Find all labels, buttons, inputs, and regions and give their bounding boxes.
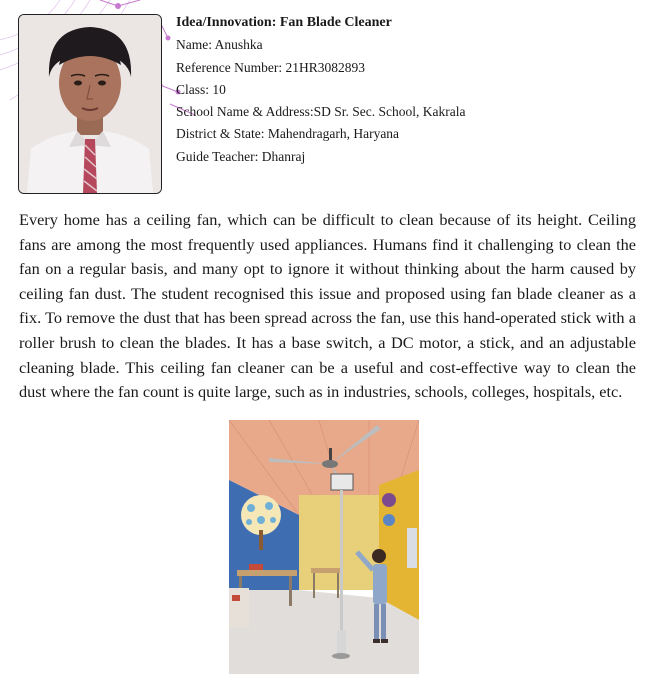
student-photo (18, 14, 162, 194)
district-state: District & State: Mahendragarh, Haryana (176, 126, 400, 142)
school-name-address: School Name & Address:SD Sr. Sec. School, Kakrala (176, 104, 466, 120)
student-info (176, 12, 465, 168)
student-name: Name: Anushka (176, 37, 263, 53)
deco-node (115, 3, 121, 9)
guide-teacher: Guide Teacher: Dhanraj (176, 148, 306, 164)
project-title: Idea/Innovation: Fan Blade Cleaner (176, 15, 392, 30)
project-demo-photo (229, 420, 419, 674)
student-class: Class: 10 (176, 81, 226, 97)
deco-node (166, 36, 171, 41)
reference-number: Reference Number: 21HR3082893 (176, 59, 365, 75)
project-description: Every home has a ceiling fan, which can be difficult to clean because of its height. Ceiling fans are among the most frequently used appliances. Humans find it challenging to clean the fan on a regular basis, and many opt to ignore it without thinking about the harm caused by ceiling fan dust. The student recognised this issue and proposed using fan blade cleaner as a fix. To remove the dust that has been spread across the fan, use this hand-operated stick with a roller brush to clean the blades. It has a base switch, a DC motor, a stick, and an adjustable cleaning blade. This ceiling fan cleaner can be a useful and cost-effective way to clean the dust where the fan count is quite large, such as in industries, schools, colleges, hospitals, etc. (19, 210, 636, 402)
